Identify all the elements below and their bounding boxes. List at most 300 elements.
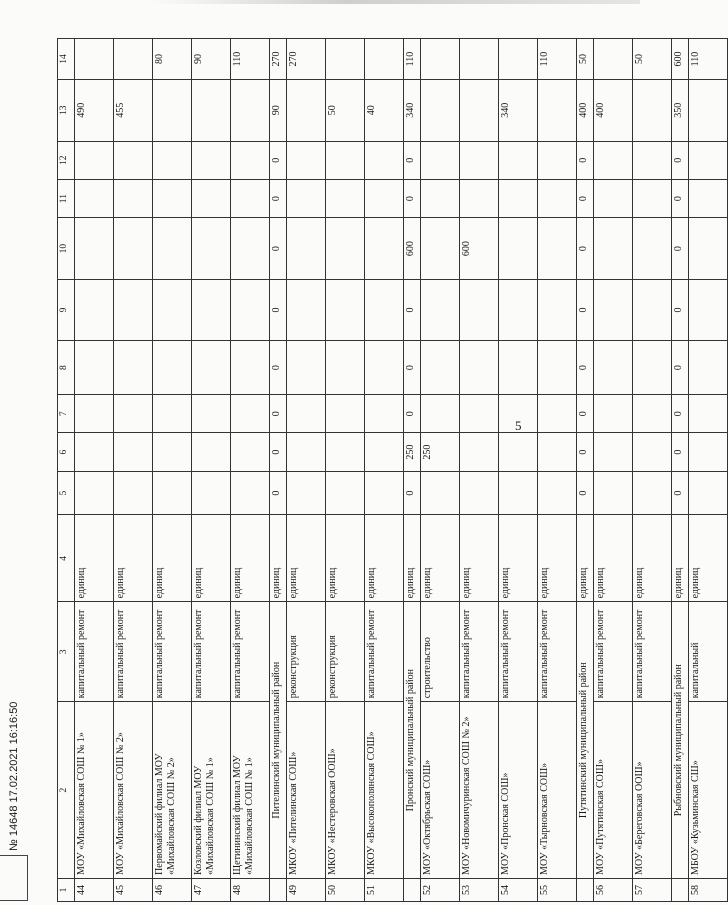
table-cell <box>633 141 672 179</box>
table-cell <box>287 218 326 279</box>
table-cell <box>689 341 728 395</box>
table-cell <box>287 433 326 471</box>
table-cell: 46 <box>153 878 192 901</box>
table-cell: 0 <box>404 395 421 433</box>
table-cell <box>404 878 421 901</box>
table-cell: капитальный ремонт <box>499 602 538 702</box>
table-cell <box>499 39 538 80</box>
table-cell <box>633 179 672 217</box>
table-cell <box>594 471 633 515</box>
table-cell <box>287 395 326 433</box>
table-cell <box>633 80 672 141</box>
table-cell: 110 <box>689 39 728 80</box>
table-cell: МОУ «Октябрьская СОШ» <box>421 702 460 879</box>
table-cell <box>75 471 114 515</box>
table-cell: 110 <box>404 39 421 80</box>
table-cell <box>231 279 270 340</box>
table-cell: МОУ «Михайловская СОШ № 1» <box>75 702 114 879</box>
table-cell <box>153 141 192 179</box>
table-cell <box>365 39 404 80</box>
table-cell: 0 <box>577 179 594 217</box>
table-cell: единиц <box>421 515 460 602</box>
data-table <box>57 38 728 902</box>
table-cell: 0 <box>270 341 287 395</box>
table-cell: 0 <box>270 141 287 179</box>
table-cell: 0 <box>270 218 287 279</box>
table-cell <box>75 433 114 471</box>
table-cell: Козловский филиал МОУ «Михайловская СОШ № 1» <box>192 702 231 879</box>
table-cell <box>633 395 672 433</box>
table-row <box>421 39 460 902</box>
table-cell <box>689 279 728 340</box>
table-cell: 57 <box>633 878 672 901</box>
table-row <box>499 39 538 902</box>
table-row <box>538 39 577 902</box>
table-cell: 47 <box>192 878 231 901</box>
table-cell: 0 <box>404 279 421 340</box>
table-cell <box>421 218 460 279</box>
table-cell: 400 <box>594 80 633 141</box>
table-cell: 50 <box>326 80 365 141</box>
table-cell: реконструкция <box>326 602 365 702</box>
table-cell <box>75 395 114 433</box>
table-cell <box>499 218 538 279</box>
table-cell: 90 <box>270 80 287 141</box>
table-cell <box>689 395 728 433</box>
table-row <box>114 39 153 902</box>
table-cell: 0 <box>672 218 689 279</box>
table-cell <box>421 471 460 515</box>
table-cell: 250 <box>404 433 421 471</box>
table-cell: 8 <box>58 341 75 395</box>
table-cell <box>460 141 499 179</box>
table-cell <box>192 141 231 179</box>
table-cell: 0 <box>404 341 421 395</box>
table-cell: 52 <box>421 878 460 901</box>
table-cell: 80 <box>153 39 192 80</box>
table-cell: 53 <box>460 878 499 901</box>
table-cell <box>365 218 404 279</box>
table-cell <box>421 179 460 217</box>
table-cell <box>114 39 153 80</box>
table-cell: капитальный ремонт <box>538 602 577 702</box>
table-cell: 13 <box>58 80 75 141</box>
table-cell: 350 <box>672 80 689 141</box>
table-cell: 400 <box>577 80 594 141</box>
table-cell <box>689 471 728 515</box>
section-row <box>577 39 594 902</box>
table-cell: Пронский муниципальный район <box>404 602 421 879</box>
table-cell: капитальный ремонт <box>192 602 231 702</box>
section-row <box>672 39 689 902</box>
table-cell: единиц <box>153 515 192 602</box>
table-cell: 5 <box>58 471 75 515</box>
table-cell: 49 <box>287 878 326 901</box>
table-cell <box>75 218 114 279</box>
table-cell <box>499 395 538 433</box>
table-cell: 0 <box>672 433 689 471</box>
table-cell: 340 <box>404 80 421 141</box>
table-cell <box>594 279 633 340</box>
table-cell: 0 <box>270 279 287 340</box>
table-cell: 0 <box>672 279 689 340</box>
table-cell <box>365 141 404 179</box>
table-cell <box>460 341 499 395</box>
table-cell <box>499 141 538 179</box>
table-cell <box>421 141 460 179</box>
table-cell <box>538 179 577 217</box>
table-cell: единиц <box>633 515 672 602</box>
table-cell <box>460 80 499 141</box>
table-cell <box>499 279 538 340</box>
table-cell <box>231 141 270 179</box>
table-cell <box>365 341 404 395</box>
table-cell <box>538 279 577 340</box>
table-cell: капитальный ремонт <box>75 602 114 702</box>
document-code: № 14648 17.02.2021 16:16:50 <box>8 701 20 851</box>
table-cell: 0 <box>577 341 594 395</box>
table-cell <box>192 341 231 395</box>
table-row <box>594 39 633 902</box>
table-cell: 11 <box>58 179 75 217</box>
table-cell <box>633 279 672 340</box>
table-cell: капитальный ремонт <box>594 602 633 702</box>
table-cell <box>153 80 192 141</box>
table-cell: 40 <box>365 80 404 141</box>
table-cell <box>577 878 594 901</box>
table-cell <box>75 179 114 217</box>
table-cell: единиц <box>231 515 270 602</box>
table-cell: капитальный ремонт <box>633 602 672 702</box>
table-cell <box>365 471 404 515</box>
table-cell <box>538 395 577 433</box>
table-cell: МКОУ «Нестеровская ООШ» <box>326 702 365 879</box>
table-cell <box>460 395 499 433</box>
table-cell <box>326 341 365 395</box>
table-cell: 0 <box>672 395 689 433</box>
table-cell <box>326 471 365 515</box>
table-cell <box>538 141 577 179</box>
table-cell <box>689 433 728 471</box>
table-cell: 0 <box>577 471 594 515</box>
table-cell <box>365 433 404 471</box>
table-cell <box>672 878 689 901</box>
table-cell: 0 <box>577 141 594 179</box>
table-cell: единиц <box>114 515 153 602</box>
table-cell: МКОУ «Пителинская СОШ» <box>287 702 326 879</box>
table-cell <box>114 433 153 471</box>
table-cell <box>326 141 365 179</box>
table-cell: 10 <box>58 218 75 279</box>
table-cell <box>326 395 365 433</box>
table-cell <box>114 471 153 515</box>
table-cell <box>326 39 365 80</box>
table-cell: МКОУ «Высокополянская СОШ» <box>365 702 404 879</box>
table-cell: МОУ «Михайловская СОШ № 2» <box>114 702 153 879</box>
table-cell: 0 <box>404 141 421 179</box>
table-cell <box>153 433 192 471</box>
table-cell <box>153 179 192 217</box>
table-cell <box>153 279 192 340</box>
table-cell <box>460 179 499 217</box>
table-cell: капитальный ремонт <box>460 602 499 702</box>
table-cell <box>460 433 499 471</box>
table-cell <box>75 341 114 395</box>
table-cell <box>114 395 153 433</box>
table-cell: 600 <box>460 218 499 279</box>
table-cell: 44 <box>75 878 114 901</box>
table-cell <box>114 218 153 279</box>
table-cell: единиц <box>365 515 404 602</box>
table-cell: МОУ «Тырновская СОШ» <box>538 702 577 879</box>
table-cell: 55 <box>538 878 577 901</box>
table-cell <box>153 395 192 433</box>
table-cell <box>365 179 404 217</box>
table-cell <box>421 395 460 433</box>
table-cell: единиц <box>75 515 114 602</box>
table-cell <box>365 279 404 340</box>
table-cell: единиц <box>287 515 326 602</box>
table-cell: единиц <box>404 515 421 602</box>
table-cell <box>538 80 577 141</box>
table-cell <box>689 80 728 141</box>
table-cell: 0 <box>404 179 421 217</box>
table-cell <box>594 141 633 179</box>
page-number: 5 <box>515 418 522 433</box>
table-cell: 12 <box>58 141 75 179</box>
table-cell: 490 <box>75 80 114 141</box>
table-cell: 7 <box>58 395 75 433</box>
table-cell: 0 <box>672 141 689 179</box>
table-cell: единиц <box>192 515 231 602</box>
table-cell: единиц <box>326 515 365 602</box>
table-cell: капитальный ремонт <box>114 602 153 702</box>
table-row <box>633 39 672 902</box>
table-cell: капитальный ремонт <box>153 602 192 702</box>
section-row <box>404 39 421 902</box>
table-cell <box>287 279 326 340</box>
table-cell <box>594 179 633 217</box>
table-cell: 0 <box>577 218 594 279</box>
table-cell: 48 <box>231 878 270 901</box>
table-cell <box>231 341 270 395</box>
table-cell: 0 <box>672 179 689 217</box>
table-cell: 56 <box>594 878 633 901</box>
table-cell: Пителинский муниципальный район <box>270 602 287 879</box>
table-cell <box>538 471 577 515</box>
table-cell <box>231 471 270 515</box>
table-cell: МБОУ «Кузьминская СШ» <box>689 702 728 879</box>
table-cell <box>153 471 192 515</box>
table-cell: 0 <box>270 395 287 433</box>
table-cell <box>689 141 728 179</box>
table-cell: МОУ «Пронская СОШ» <box>499 702 538 879</box>
table-cell <box>689 179 728 217</box>
table-cell: МОУ «Новомичуринская СОШ № 2» <box>460 702 499 879</box>
table-cell <box>633 433 672 471</box>
table-row <box>75 39 114 902</box>
table-cell <box>421 39 460 80</box>
table-cell <box>231 395 270 433</box>
table-cell <box>594 433 633 471</box>
table-cell: 4 <box>58 515 75 602</box>
table-cell: 90 <box>192 39 231 80</box>
table-cell: единиц <box>672 515 689 602</box>
table-cell <box>231 433 270 471</box>
table-cell <box>538 341 577 395</box>
table-cell: 50 <box>633 39 672 80</box>
table-row <box>287 39 326 902</box>
table-cell: 9 <box>58 279 75 340</box>
table-row <box>231 39 270 902</box>
table-cell <box>326 179 365 217</box>
table-cell <box>594 341 633 395</box>
table-cell <box>326 279 365 340</box>
table-cell <box>421 279 460 340</box>
table-cell: 0 <box>672 471 689 515</box>
table-cell <box>365 395 404 433</box>
table-cell <box>192 179 231 217</box>
table-cell: 340 <box>499 80 538 141</box>
table-cell: 110 <box>538 39 577 80</box>
table-cell <box>114 141 153 179</box>
table-cell <box>192 218 231 279</box>
table-cell <box>192 80 231 141</box>
table-cell: 3 <box>58 602 75 702</box>
table-cell <box>114 179 153 217</box>
table-cell <box>460 279 499 340</box>
table-cell: 0 <box>577 279 594 340</box>
table-cell <box>231 218 270 279</box>
table-cell: 600 <box>404 218 421 279</box>
table-cell: 0 <box>577 395 594 433</box>
table-cell: МОУ «Береговская ООШ» <box>633 702 672 879</box>
table-cell: Первомайский филиал МОУ «Михайловская СОШ № 2» <box>153 702 192 879</box>
table-cell: единиц <box>538 515 577 602</box>
table-cell: 0 <box>404 471 421 515</box>
table-cell <box>594 218 633 279</box>
table-cell: реконструкция <box>287 602 326 702</box>
table-cell <box>114 279 153 340</box>
table-cell: 0 <box>270 471 287 515</box>
table-cell: Рыбновский муниципальный район <box>672 602 689 879</box>
table-cell <box>287 141 326 179</box>
table-cell: единиц <box>460 515 499 602</box>
table-cell <box>421 80 460 141</box>
table-row <box>689 39 728 902</box>
table-cell: 51 <box>365 878 404 901</box>
table-row <box>153 39 192 902</box>
table-cell: 270 <box>287 39 326 80</box>
registration-stamp <box>0 855 28 901</box>
table-cell <box>499 179 538 217</box>
table-cell <box>270 878 287 901</box>
table-row <box>365 39 404 902</box>
table-cell: Щетининский филиал МОУ «Михайловская СОШ № 1» <box>231 702 270 879</box>
table-cell: 0 <box>270 433 287 471</box>
table-cell: строительство <box>421 602 460 702</box>
table-row <box>326 39 365 902</box>
table-cell: 110 <box>231 39 270 80</box>
table-cell <box>192 471 231 515</box>
table-cell: единиц <box>594 515 633 602</box>
table-cell <box>153 341 192 395</box>
table-cell: единиц <box>577 515 594 602</box>
table-cell: единиц <box>270 515 287 602</box>
table-cell <box>594 39 633 80</box>
table-cell <box>192 279 231 340</box>
table-cell <box>231 179 270 217</box>
table-cell <box>75 141 114 179</box>
table-cell <box>594 395 633 433</box>
table-cell <box>326 433 365 471</box>
table-cell: единиц <box>499 515 538 602</box>
table-cell <box>75 39 114 80</box>
table-cell: 2 <box>58 702 75 879</box>
header-row <box>58 39 75 902</box>
table-cell: Путятинский муниципальный район <box>577 602 594 879</box>
table-cell: 58 <box>689 878 728 901</box>
table-cell <box>287 179 326 217</box>
table-cell <box>326 218 365 279</box>
table-cell <box>689 218 728 279</box>
table-cell <box>192 433 231 471</box>
table-cell <box>287 80 326 141</box>
table-cell: 270 <box>270 39 287 80</box>
table-cell: 50 <box>326 878 365 901</box>
table-cell: капитальный <box>689 602 728 702</box>
table-cell <box>633 341 672 395</box>
table-cell: 455 <box>114 80 153 141</box>
table-cell <box>421 341 460 395</box>
table-cell: 250 <box>421 433 460 471</box>
table-cell <box>499 471 538 515</box>
table-cell: капитальный ремонт <box>365 602 404 702</box>
table-cell <box>538 433 577 471</box>
section-row <box>270 39 287 902</box>
table-cell: 0 <box>672 341 689 395</box>
table-cell <box>114 341 153 395</box>
table-cell <box>192 395 231 433</box>
table-cell <box>499 341 538 395</box>
table-cell <box>633 471 672 515</box>
table-cell <box>633 218 672 279</box>
table-cell <box>499 433 538 471</box>
table-cell: 14 <box>58 39 75 80</box>
table-cell <box>460 39 499 80</box>
table-cell <box>538 218 577 279</box>
table-cell: 45 <box>114 878 153 901</box>
table-cell: 1 <box>58 878 75 901</box>
table-cell: 54 <box>499 878 538 901</box>
table-cell: капитальный ремонт <box>231 602 270 702</box>
table-cell <box>231 80 270 141</box>
table-row <box>192 39 231 902</box>
table-cell <box>287 341 326 395</box>
table-cell <box>287 471 326 515</box>
table-cell: 600 <box>672 39 689 80</box>
table-cell: 50 <box>577 39 594 80</box>
table-cell <box>75 279 114 340</box>
table-cell: 0 <box>270 179 287 217</box>
table-cell <box>153 218 192 279</box>
table-row <box>460 39 499 902</box>
table-cell: 0 <box>577 433 594 471</box>
table-cell: единиц <box>689 515 728 602</box>
table-cell: МОУ «Путятинская СОШ» <box>594 702 633 879</box>
table-cell <box>460 471 499 515</box>
table-cell: 6 <box>58 433 75 471</box>
